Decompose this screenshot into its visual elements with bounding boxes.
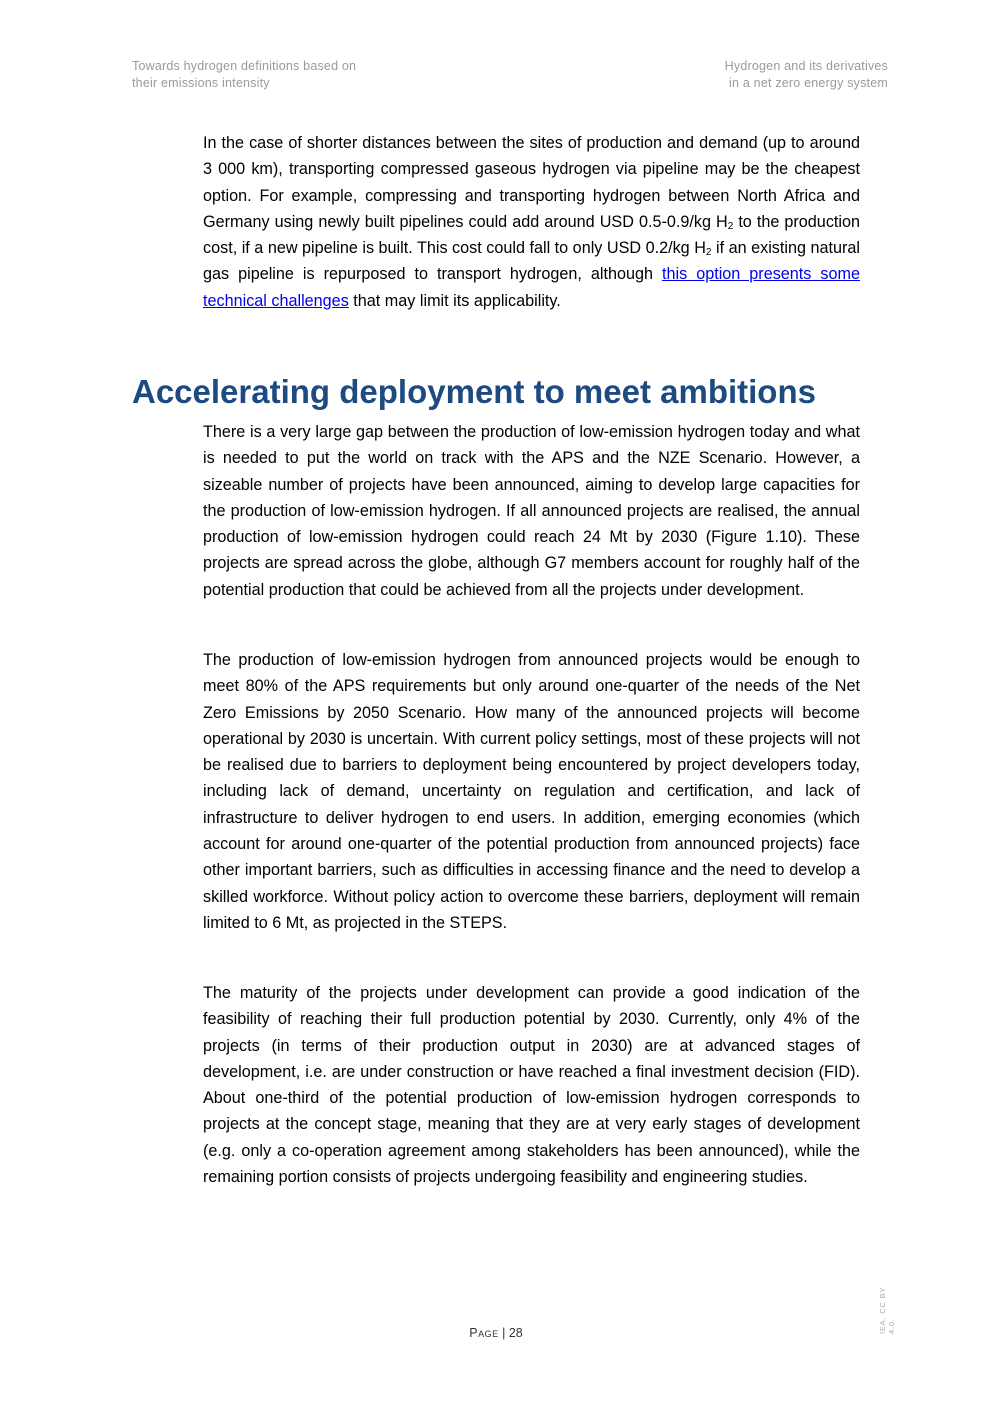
body-paragraph-project-maturity	[203, 980, 860, 1190]
page-separator: |	[498, 1326, 509, 1340]
technical-challenges-link[interactable]: this option presents some technical challenges	[203, 265, 860, 310]
running-header-left	[132, 58, 356, 92]
h2-subscript: 2	[727, 220, 734, 232]
para1-text-b: to the production cost, if a new pipeline is built. This cost could fall to only USD 0.2/kg H	[203, 212, 861, 258]
paragraph-text: The production of low-emission hydrogen from announced projects would be enough to meet 80% of the APS requirements but only around one-quarter of the needs of the Net Zero Emissions by 2050 Scenario. How many of the announced projects will become operational by 2030 is uncertain. With current policy settings, most of these projects will not be realised due to barriers to deployment being encountered by project developers today, including lack of demand, uncertainty on regulation and certification, and lack of infrastructure to deliver hydrogen to end users. In addition, emerging economies (which account for around one-quarter of the potential production from announced projects) face other important barriers, such as difficulties in accessing finance and the need to develop a skilled workforce. Without policy action to overcome these barriers, deployment will remain limited to 6 Mt, as projected in the STEPS.	[203, 651, 860, 932]
paragraph-text: There is a very large gap between the production of low-emission hydrogen today and what is needed to put the world on track with the APS and the NZE Scenario. However, a sizeable number of projects have been announced, aiming to develop large capacities for the production of low-emission hydrogen. If all announced projects are realised, the annual production of low-emission hydrogen could reach 24 Mt by 2030 (Figure 1.10). These projects are spread across the globe, although G7 members account for roughly half of the potential production that could be achieved from all the projects under development.	[203, 423, 860, 599]
section-heading: Accelerating deployment to meet ambitions	[132, 373, 816, 410]
para1-text-a: In the case of shorter distances between the sites of production and demand (up to around 3 000 km), transporting compressed gaseous hydrogen via pipeline may be the cheapest option. For example, compressing and transporting hydrogen between North Africa and Germany using newly built pipelines could add around USD 0.5-0.9/kg H	[203, 134, 860, 231]
body-paragraph-pipeline-costs	[203, 130, 860, 314]
h2-subscript: 2	[705, 247, 712, 259]
running-header-right	[725, 58, 888, 92]
body-paragraph-deployment-gap	[203, 419, 860, 603]
body-paragraph-announced-projects	[203, 647, 860, 936]
paragraph-text: The maturity of the projects under development can provide a good indication of the feasibility of reaching their full production potential by 2030. Currently, only 4% of the projects (in terms of their production output in 2030) are at advanced stages of development, i.e. are under construction or have reached a final investment decision (FID). About one-third of the potential production of low-emission hydrogen corresponds to projects at the concept stage, meaning that they are at very early stages of development (e.g. only a co-operation agreement among stakeholders has been announced), while the remaining portion consists of projects undergoing feasibility and engineering studies.	[203, 984, 860, 1187]
header-right-line2: in a net zero energy system	[729, 76, 888, 90]
para1-text-c: if an existing natural gas pipeline is repurposed to transport hydrogen, although	[203, 239, 860, 284]
license-notice: IEA. CC BY 4.0.	[878, 1286, 896, 1334]
header-right-line1: Hydrogen and its derivatives	[724, 59, 888, 73]
page-number: 28	[508, 1326, 523, 1340]
header-left-line2: their emissions intensity	[132, 76, 270, 90]
page-label: Page	[469, 1326, 499, 1340]
page-footer	[0, 1326, 992, 1340]
header-left-line1: Towards hydrogen definitions based on	[132, 59, 357, 73]
para1-text-d: that may limit its applicability.	[348, 291, 561, 310]
